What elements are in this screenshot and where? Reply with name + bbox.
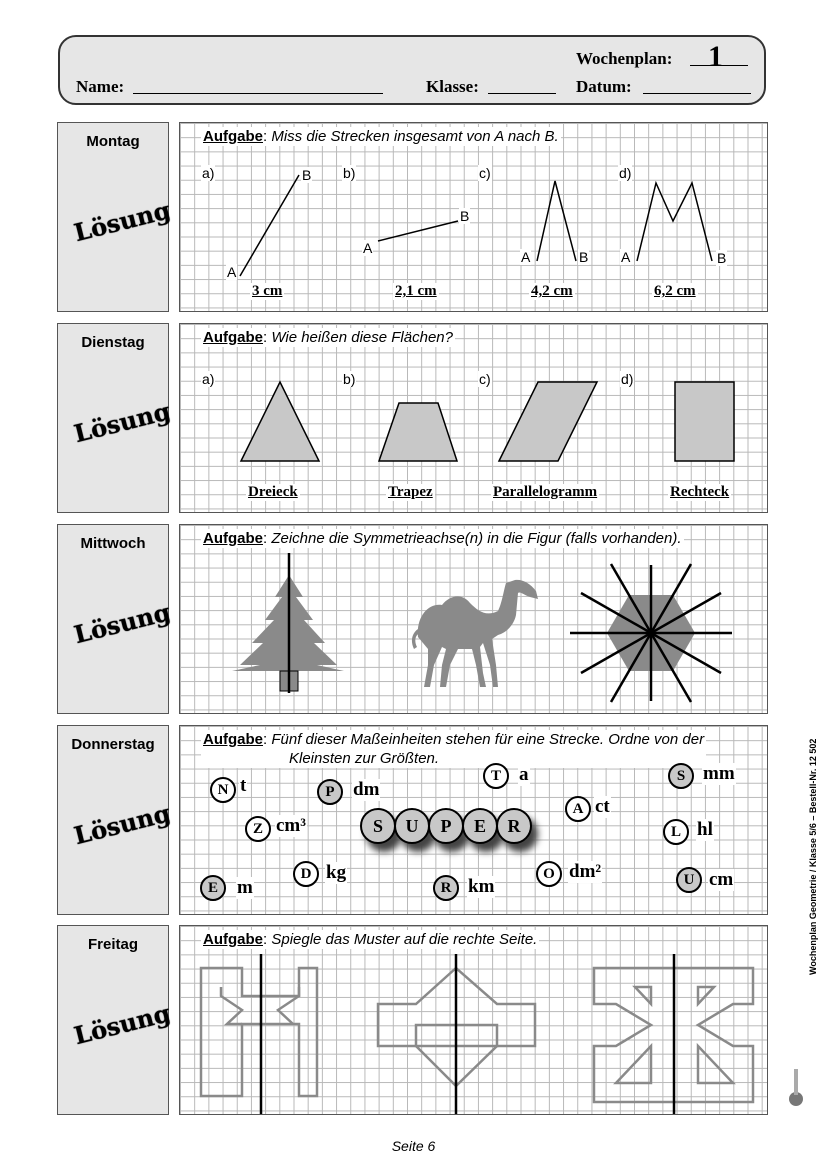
unit-text: hl (697, 819, 713, 840)
day-label-freitag (57, 925, 174, 1115)
point-label: B (579, 249, 589, 265)
unit-text: a (519, 764, 529, 785)
answer: Rechteck (670, 484, 730, 500)
item-letter: d) (619, 165, 632, 181)
solution-stamp: Lösung (71, 396, 174, 449)
datum-field[interactable] (643, 93, 751, 94)
item-letter: a) (202, 165, 215, 181)
solution-letter: U (394, 808, 430, 844)
panel-freitag (179, 925, 768, 1115)
day-name: Montag (86, 133, 140, 150)
unit-letter[interactable]: P (317, 779, 343, 805)
side-text: Wochenplan Geometrie / Klasse 5/6 – Bestell-Nr. 12 502 (808, 738, 818, 975)
panel-montag (179, 122, 768, 312)
unit-letter[interactable]: U (676, 867, 702, 893)
day-label-montag (57, 122, 174, 312)
panel-dienstag (179, 323, 768, 513)
item-letter: b) (343, 371, 356, 387)
mirror-patterns (180, 926, 768, 1115)
name-field[interactable] (133, 93, 383, 94)
item-letter: c) (479, 165, 491, 181)
day-name: Mittwoch (80, 535, 146, 552)
header-box (58, 35, 766, 105)
klasse-field[interactable] (488, 93, 556, 94)
panel-mittwoch (179, 524, 768, 714)
point-label: B (717, 250, 727, 266)
wochenplan-number: 1 (708, 40, 723, 73)
unit-text: mm (703, 763, 735, 784)
unit-letter[interactable]: N (210, 777, 236, 803)
unit-letter[interactable]: R (433, 875, 459, 901)
solution-stamp: Lösung (71, 798, 174, 851)
solution-stamp: Lösung (71, 195, 174, 248)
hexagon-figure (570, 564, 732, 702)
day-label-dienstag (57, 323, 174, 513)
page-number: Seite 6 (391, 1138, 436, 1154)
day-name: Freitag (87, 936, 138, 953)
unit-text: dm (353, 779, 380, 800)
unit-letter[interactable]: O (536, 861, 562, 887)
unit-letter[interactable]: L (663, 819, 689, 845)
datum-label: Datum: (576, 77, 632, 96)
task-text: Aufgabe: Spiegle das Muster auf die rechte Seite. (203, 931, 538, 948)
point-label: A (521, 249, 531, 265)
answer: Parallelogramm (493, 484, 598, 500)
point-label: B (460, 208, 470, 224)
symmetry-figures (180, 525, 768, 714)
item-letter: d) (621, 371, 634, 387)
answer: Dreieck (248, 484, 298, 500)
unit-letter[interactable]: T (483, 763, 509, 789)
panel-donnerstag (179, 725, 768, 915)
unit-letter[interactable]: D (293, 861, 319, 887)
answer: 4,2 cm (531, 283, 573, 299)
unit-text: dm² (569, 861, 602, 882)
unit-text: cm³ (276, 815, 306, 836)
camel-figure (412, 580, 538, 687)
answer: Trapez (388, 484, 433, 500)
unit-text: t (240, 775, 247, 796)
solution-letter: S (360, 808, 396, 844)
unit-letter[interactable]: E (200, 875, 226, 901)
task-text: Aufgabe: Miss die Strecken insgesamt von A nach B. (203, 128, 559, 145)
day-label-donnerstag (57, 725, 174, 915)
point-label: B (302, 167, 312, 183)
item-letter: a) (202, 371, 215, 387)
unit-letter[interactable]: Z (245, 816, 271, 842)
point-label: A (363, 240, 373, 256)
task-text: Aufgabe: Wie heißen diese Flächen? (203, 329, 453, 346)
solution-stamp: Lösung (71, 597, 174, 650)
task-text: Aufgabe: Fünf dieser Maßeinheiten stehen für eine Strecke. Ordne von der Kleinsten zur Größten. (203, 731, 705, 767)
day-name: Donnerstag (71, 736, 155, 753)
task-text: Aufgabe: Zeichne die Symmetrieachse(n) in die Figur (falls vorhanden). (203, 530, 682, 547)
day-name: Dienstag (81, 334, 145, 351)
unit-text: ct (595, 796, 610, 817)
solution-letter: R (496, 808, 532, 844)
solution-letter: E (462, 808, 498, 844)
answer: 2,1 cm (395, 283, 437, 299)
point-label: A (227, 264, 237, 280)
unit-letter[interactable]: S (668, 763, 694, 789)
unit-text: cm (709, 869, 734, 890)
unit-text: km (468, 876, 495, 897)
point-label: A (621, 249, 631, 265)
answer: 3 cm (252, 283, 283, 299)
klasse-label: Klasse: (426, 77, 479, 96)
item-letter: b) (343, 165, 356, 181)
wochenplan-label: Wochenplan: (576, 49, 673, 68)
day-label-mittwoch (57, 524, 174, 714)
tree-figure (232, 553, 344, 693)
unit-letter[interactable]: A (565, 796, 591, 822)
name-label: Name: (76, 77, 125, 96)
publisher-logo-icon (786, 1065, 806, 1109)
answer: 6,2 cm (654, 283, 696, 299)
unit-text: m (237, 877, 253, 898)
solution-stamp: Lösung (71, 998, 174, 1051)
unit-text: kg (326, 862, 347, 883)
item-letter: c) (479, 371, 491, 387)
solution-letter: P (428, 808, 464, 844)
